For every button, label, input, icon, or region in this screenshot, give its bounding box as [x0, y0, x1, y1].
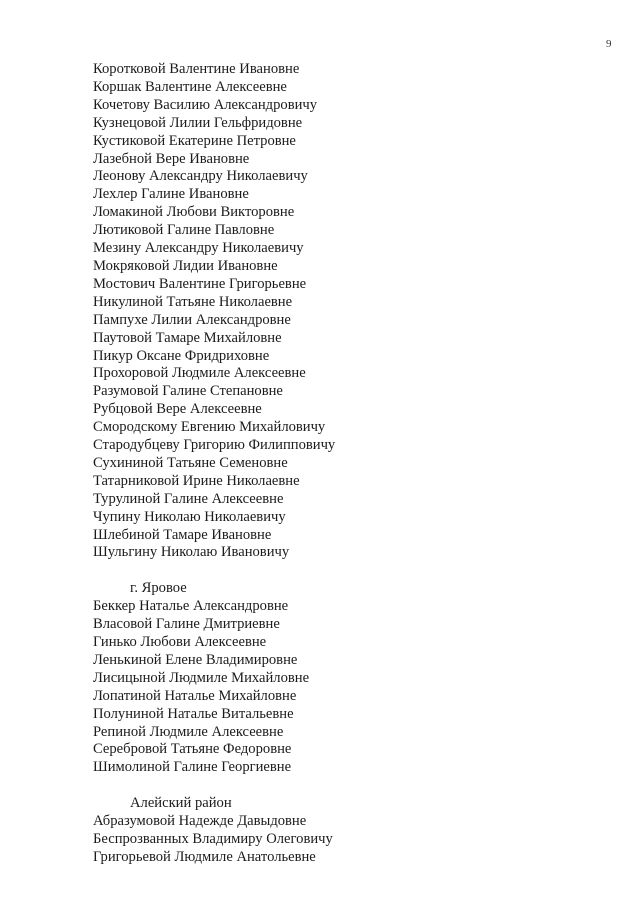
recipient-name: Коротковой Валентине Ивановне — [93, 61, 300, 77]
recipient-name: Мокряковой Лидии Ивановне — [93, 257, 278, 274]
recipient-name: Чупину Николаю Николаевичу — [93, 508, 286, 525]
recipient-name: Смородскому Евгению Михайловичу — [93, 419, 326, 436]
recipient-name: Абразумовой Надежде Давыдовне — [93, 813, 307, 830]
recipient-name: Лисицыной Людмиле Михайловне — [93, 669, 310, 686]
recipient-name: Татарниковой Ирине Николаевне — [93, 472, 300, 489]
recipient-name: Разумовой Галине Степановне — [93, 383, 283, 400]
recipient-name: Кочетову Василию Александровичу — [93, 96, 318, 113]
recipient-name: Шимолиной Галине Георгиевне — [93, 759, 292, 776]
recipient-name: Стародубцеву Григорию Филипповичу — [93, 437, 336, 454]
recipient-name: Лазебной Вере Ивановне — [93, 150, 250, 167]
section-heading: г. Яровое — [130, 580, 187, 597]
recipient-name: Лопатиной Наталье Михайловне — [93, 687, 297, 704]
recipient-name: Мезину Александру Николаевичу — [93, 240, 304, 257]
recipient-name: Рубцовой Вере Алексеевне — [93, 401, 262, 418]
recipient-name: Полуниной Наталье Витальевне — [93, 705, 294, 722]
recipient-name: Беспрозванных Владимиру Олеговичу — [93, 830, 333, 847]
recipient-name: Никулиной Татьяне Николаевне — [93, 293, 293, 310]
recipient-name: Прохоровой Людмиле Алексеевне — [93, 365, 306, 382]
recipient-name: Власовой Галине Дмитриевне — [93, 616, 280, 633]
recipient-name: Пикур Оксане Фридриховне — [93, 347, 270, 364]
recipient-name: Мостович Валентине Григорьевне — [93, 275, 307, 292]
recipient-name: Сухининой Татьяне Семеновне — [93, 454, 288, 471]
recipient-name: Пампухе Лилии Александровне — [93, 311, 291, 328]
recipient-name: Ленькиной Елене Владимировне — [93, 651, 298, 668]
recipient-name: Репиной Людмиле Алексеевне — [93, 723, 284, 740]
recipient-name: Шульгину Николаю Ивановичу — [93, 544, 290, 561]
recipient-name: Серебровой Татьяне Федоровне — [93, 741, 292, 758]
recipient-name: Гинько Любови Алексеевне — [93, 633, 267, 650]
recipient-name: Леонову Александру Николаевичу — [93, 168, 308, 185]
recipient-name: Кузнецовой Лилии Гельфридовне — [93, 114, 303, 131]
recipient-name: Турулиной Галине Алексеевне — [93, 490, 284, 507]
recipient-name: Лехлер Галине Ивановне — [93, 186, 249, 203]
award-recipient-list — [93, 61, 613, 867]
recipient-name: Коршак Валентине Алексеевне — [93, 78, 287, 95]
recipient-name: Кустиковой Екатерине Петровне — [93, 132, 296, 149]
recipient-name: Григорьевой Людмиле Анатольевне — [93, 848, 316, 865]
recipient-name: Ломакиной Любови Викторовне — [93, 204, 295, 221]
recipient-name: Лютиковой Галине Павловне — [93, 222, 275, 239]
page-number: 9 — [606, 38, 612, 50]
recipient-name: Шлебиной Тамаре Ивановне — [93, 526, 272, 543]
recipient-name: Паутовой Тамаре Михайловне — [93, 329, 282, 346]
recipient-name: Беккер Наталье Александровне — [93, 598, 289, 615]
section-heading: Алейский район — [130, 795, 232, 812]
